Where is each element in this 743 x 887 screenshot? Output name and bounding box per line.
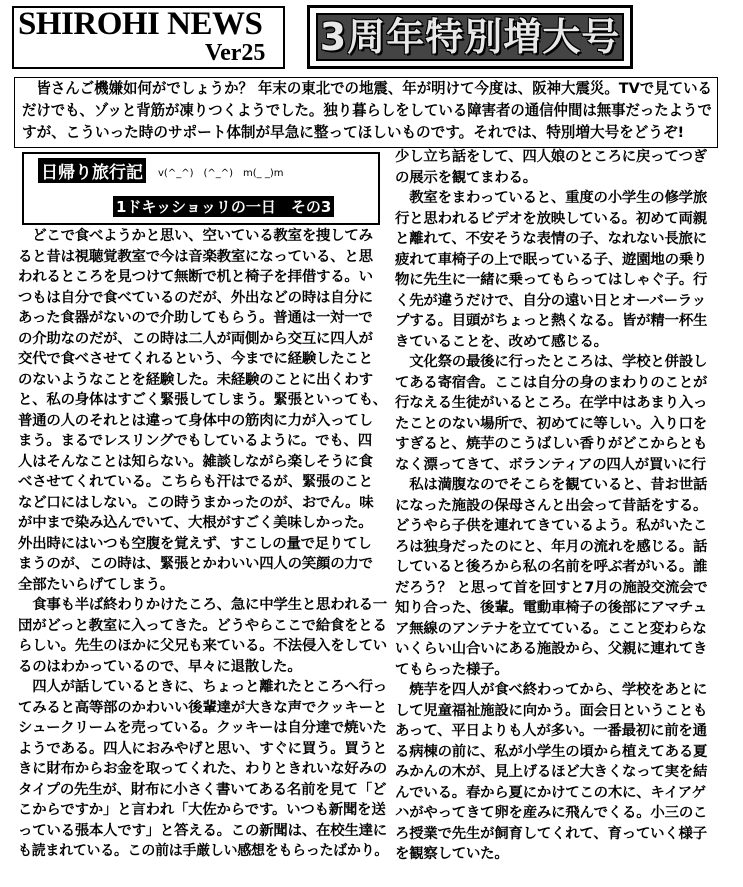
article-line: つもは自分で食べているのだが、外出などの時は自分に bbox=[18, 289, 373, 306]
article-line: く先が違うだけで、自分の遠い日とオーバーラッ bbox=[395, 292, 706, 309]
article-line: していると後ろから私の名前を呼ぶ者がいる。誰 bbox=[395, 559, 708, 575]
article-line: 行なえる生徒がいるところ。在学中はあまり入っ bbox=[395, 395, 708, 411]
article-line: 普通の人のそれとは違って身体中の筋肉に力が入ってし bbox=[18, 412, 373, 429]
article-line: ろは独身だったのにと、年月の流れを感じる。話 bbox=[395, 538, 708, 555]
article-line: ると昔は視聴覚教室で今は音楽教室になっている、と思 bbox=[18, 248, 373, 265]
article-line: る病棟の前に、私が小学生の頃から植えてある夏 bbox=[395, 743, 708, 760]
article-line: と離れて、不安そうな表情の子、なれない長旅に bbox=[395, 231, 707, 247]
article-line: プする。目頭がちょっと熱くなる。皆が精一杯生 bbox=[395, 313, 708, 329]
article-line: いくらい山合いにある施設から、父親に連れてき bbox=[395, 641, 708, 657]
article-line: して児童福祉施設に向かう。面会日ということも bbox=[395, 702, 708, 719]
article-line: てもらった様子。 bbox=[395, 661, 509, 678]
article-line: きに財布からお金を取ってくれた、わりときれいな好みの bbox=[18, 761, 387, 777]
article-subtitle: 1ドキッショッリの一日 その3 bbox=[113, 196, 334, 217]
article-line: てある寄宿舎。ここは自分の身のまわりのことが bbox=[395, 374, 708, 391]
article-line: ハがやってきて卵を産みに飛んでくる。小三のこ bbox=[395, 805, 708, 821]
article-line: タイプの先生が、財布に小さく書いてある名前を見て「ど bbox=[18, 781, 387, 798]
article-line: っている張本人です」と答える。この新聞は、在校生達に bbox=[18, 822, 387, 839]
article-line: きていることを、改めて感じる。 bbox=[395, 333, 608, 350]
article-line: まうのが、この時は、緊張とかわいい四人の笑顔の力で bbox=[18, 556, 373, 572]
article-line: 疲れて車椅子の上で眠っている子、遊園地の乗り bbox=[395, 251, 708, 268]
article-line: てみると高等部のかわいい後輩達が大きな声でクッキーと bbox=[18, 699, 387, 716]
article-line: の介助なのだが、この時は二人が両側から交互に四人が bbox=[18, 330, 373, 347]
article-line: われるところを見つけて無断で机と椅子を拝借する。い bbox=[18, 269, 373, 285]
article-line: なく漂ってきて、ボランティアの四人が買いに行 bbox=[395, 456, 706, 473]
article-line: 外出時にはいつも空腹を覚えず、すこしの量で足りてし bbox=[18, 535, 372, 552]
intro-line: 皆さんご機嫌如何がでしょうか？ 年末の東北での地震、年が明けて今度は、阪神大震災。TVで見ている bbox=[22, 80, 712, 97]
article-line: どうやら子供を連れてきているよう。私がいたこ bbox=[395, 518, 708, 534]
article-line: たことのない場所で、初めてに等しい。入り口を bbox=[395, 415, 707, 432]
article-line: 教室をまわっていると、重度の小学生の修学旅 bbox=[395, 190, 708, 206]
article-line: 四人が話しているときに、ちょっと離れたところへ行っ bbox=[18, 679, 387, 695]
article-line: べさせてくれている。こちらも汗はでるが、緊張のこと bbox=[18, 474, 373, 490]
article-emoticons: v(^_^) (^_^) m(_ _)m bbox=[158, 168, 284, 179]
article-line: あった食器がないので介助してもらう。普通は一対一で bbox=[18, 310, 373, 326]
article-line: も読まれている。この前は手厳しい感想をもらったばかり。 bbox=[18, 843, 389, 859]
article-line: が中まで染み込んでいて、大根がすごく美味しかった。 bbox=[18, 515, 373, 531]
article-line: 食事も半ば終わりかけたころ、急に中学生と思われる一 bbox=[18, 597, 387, 613]
article-line: だろう？ と思って首を回すと7月の施設交流会で bbox=[395, 579, 708, 596]
article-line: こからですか」と言われ「大佐からです。いつも新聞を送 bbox=[18, 802, 386, 818]
article-line: まう。まるでレスリングでもしているように。でも、四 bbox=[18, 433, 372, 449]
article-line: 人はそんなことは知らない。雑談しながら楽しそうに食 bbox=[18, 453, 373, 470]
article-line: を観察していた。 bbox=[395, 846, 509, 862]
article-line: んでいる。春から夏にかけてこの木に、キイアゲ bbox=[395, 784, 706, 801]
article-line: 全部たいらげてしまう。 bbox=[18, 576, 175, 593]
article-title: 日帰り旅行記 bbox=[38, 158, 146, 183]
newsletter-version: Ver25 bbox=[205, 40, 266, 66]
intro-line: すが、こういった時のサポート体制が早急に整ってほしいものです。それでは、特別増大号をどうぞ! bbox=[22, 124, 685, 141]
article-line: 私は満腹なのでそこらを観ていると、昔お世話 bbox=[395, 477, 708, 493]
article-line: 知り合った、後輩。電動車椅子の後部にアマチュ bbox=[395, 600, 707, 616]
article-line: 団がどっと教室に入ってきた。どうやらここで給食をとる bbox=[18, 617, 387, 634]
article-line: 交代で食べさせてくれるという、今までに経験したこと bbox=[18, 351, 373, 367]
article-line: すぎると、焼芋のこうばしい香りがどこからとも bbox=[395, 436, 708, 452]
article-line: ろ授業で先生が飼育してくれて、育っていく様子 bbox=[395, 825, 707, 842]
article-line: のないようなことを経験した。未経験のことに出くわす bbox=[18, 371, 373, 388]
article-line: の展示を観てまわる。 bbox=[395, 169, 537, 186]
article-line: 行と思われるビデオを放映している。初めて両親 bbox=[395, 210, 707, 227]
article-line: など口にはしない。この時うまかったのが、おでん。味 bbox=[18, 494, 374, 511]
article-line: あって、平日よりも人が多い。一番最初に前を通 bbox=[395, 723, 707, 739]
article-line: 物に先生に一緒に乗ってもらってはしゃぐ子。行 bbox=[395, 272, 708, 288]
article-line: ア無線のアンテナを立てている。ここと変わらな bbox=[395, 620, 707, 637]
special-issue-banner: 3周年特別増大号 bbox=[319, 15, 621, 59]
article-line: どこで食べようかと思い、空いている教室を捜してみ bbox=[18, 228, 373, 244]
newsletter-title: SHIROHI NEWS bbox=[18, 6, 263, 42]
article-line: になった施設の保母さんと出会って昔話をする。 bbox=[395, 497, 708, 514]
intro-line: だけでも、ゾッと背筋が凍りつくようでした。独り暮らしをしている障害者の通信仲間は無事だったようで bbox=[22, 102, 712, 119]
article-line: シュークリームを売っている。クッキーは自分達で焼いた bbox=[18, 720, 387, 736]
article-line: 文化祭の最後に行ったところは、学校と併設し bbox=[395, 354, 708, 370]
article-line: 焼芋を四人が食べ終わってから、学校をあとに bbox=[395, 682, 708, 698]
article-line: と、私の身体はすごく緊張してしまう。緊張といっても、 bbox=[18, 392, 387, 408]
article-line: るのはわかっているので、早々に退散した。 bbox=[18, 658, 302, 675]
article-line: らしい。先生のほかに父兄も来ている。不法侵入をしてい bbox=[18, 638, 387, 654]
article-line: 少し立ち話をして、四人娘のところに戻ってつぎ bbox=[395, 149, 707, 165]
article-line: ようである。四人におみやげと思い、すぐに買う。買うと bbox=[18, 740, 387, 757]
article-line: みかんの木が、見上げるほど大きくなって実を結 bbox=[395, 764, 708, 780]
